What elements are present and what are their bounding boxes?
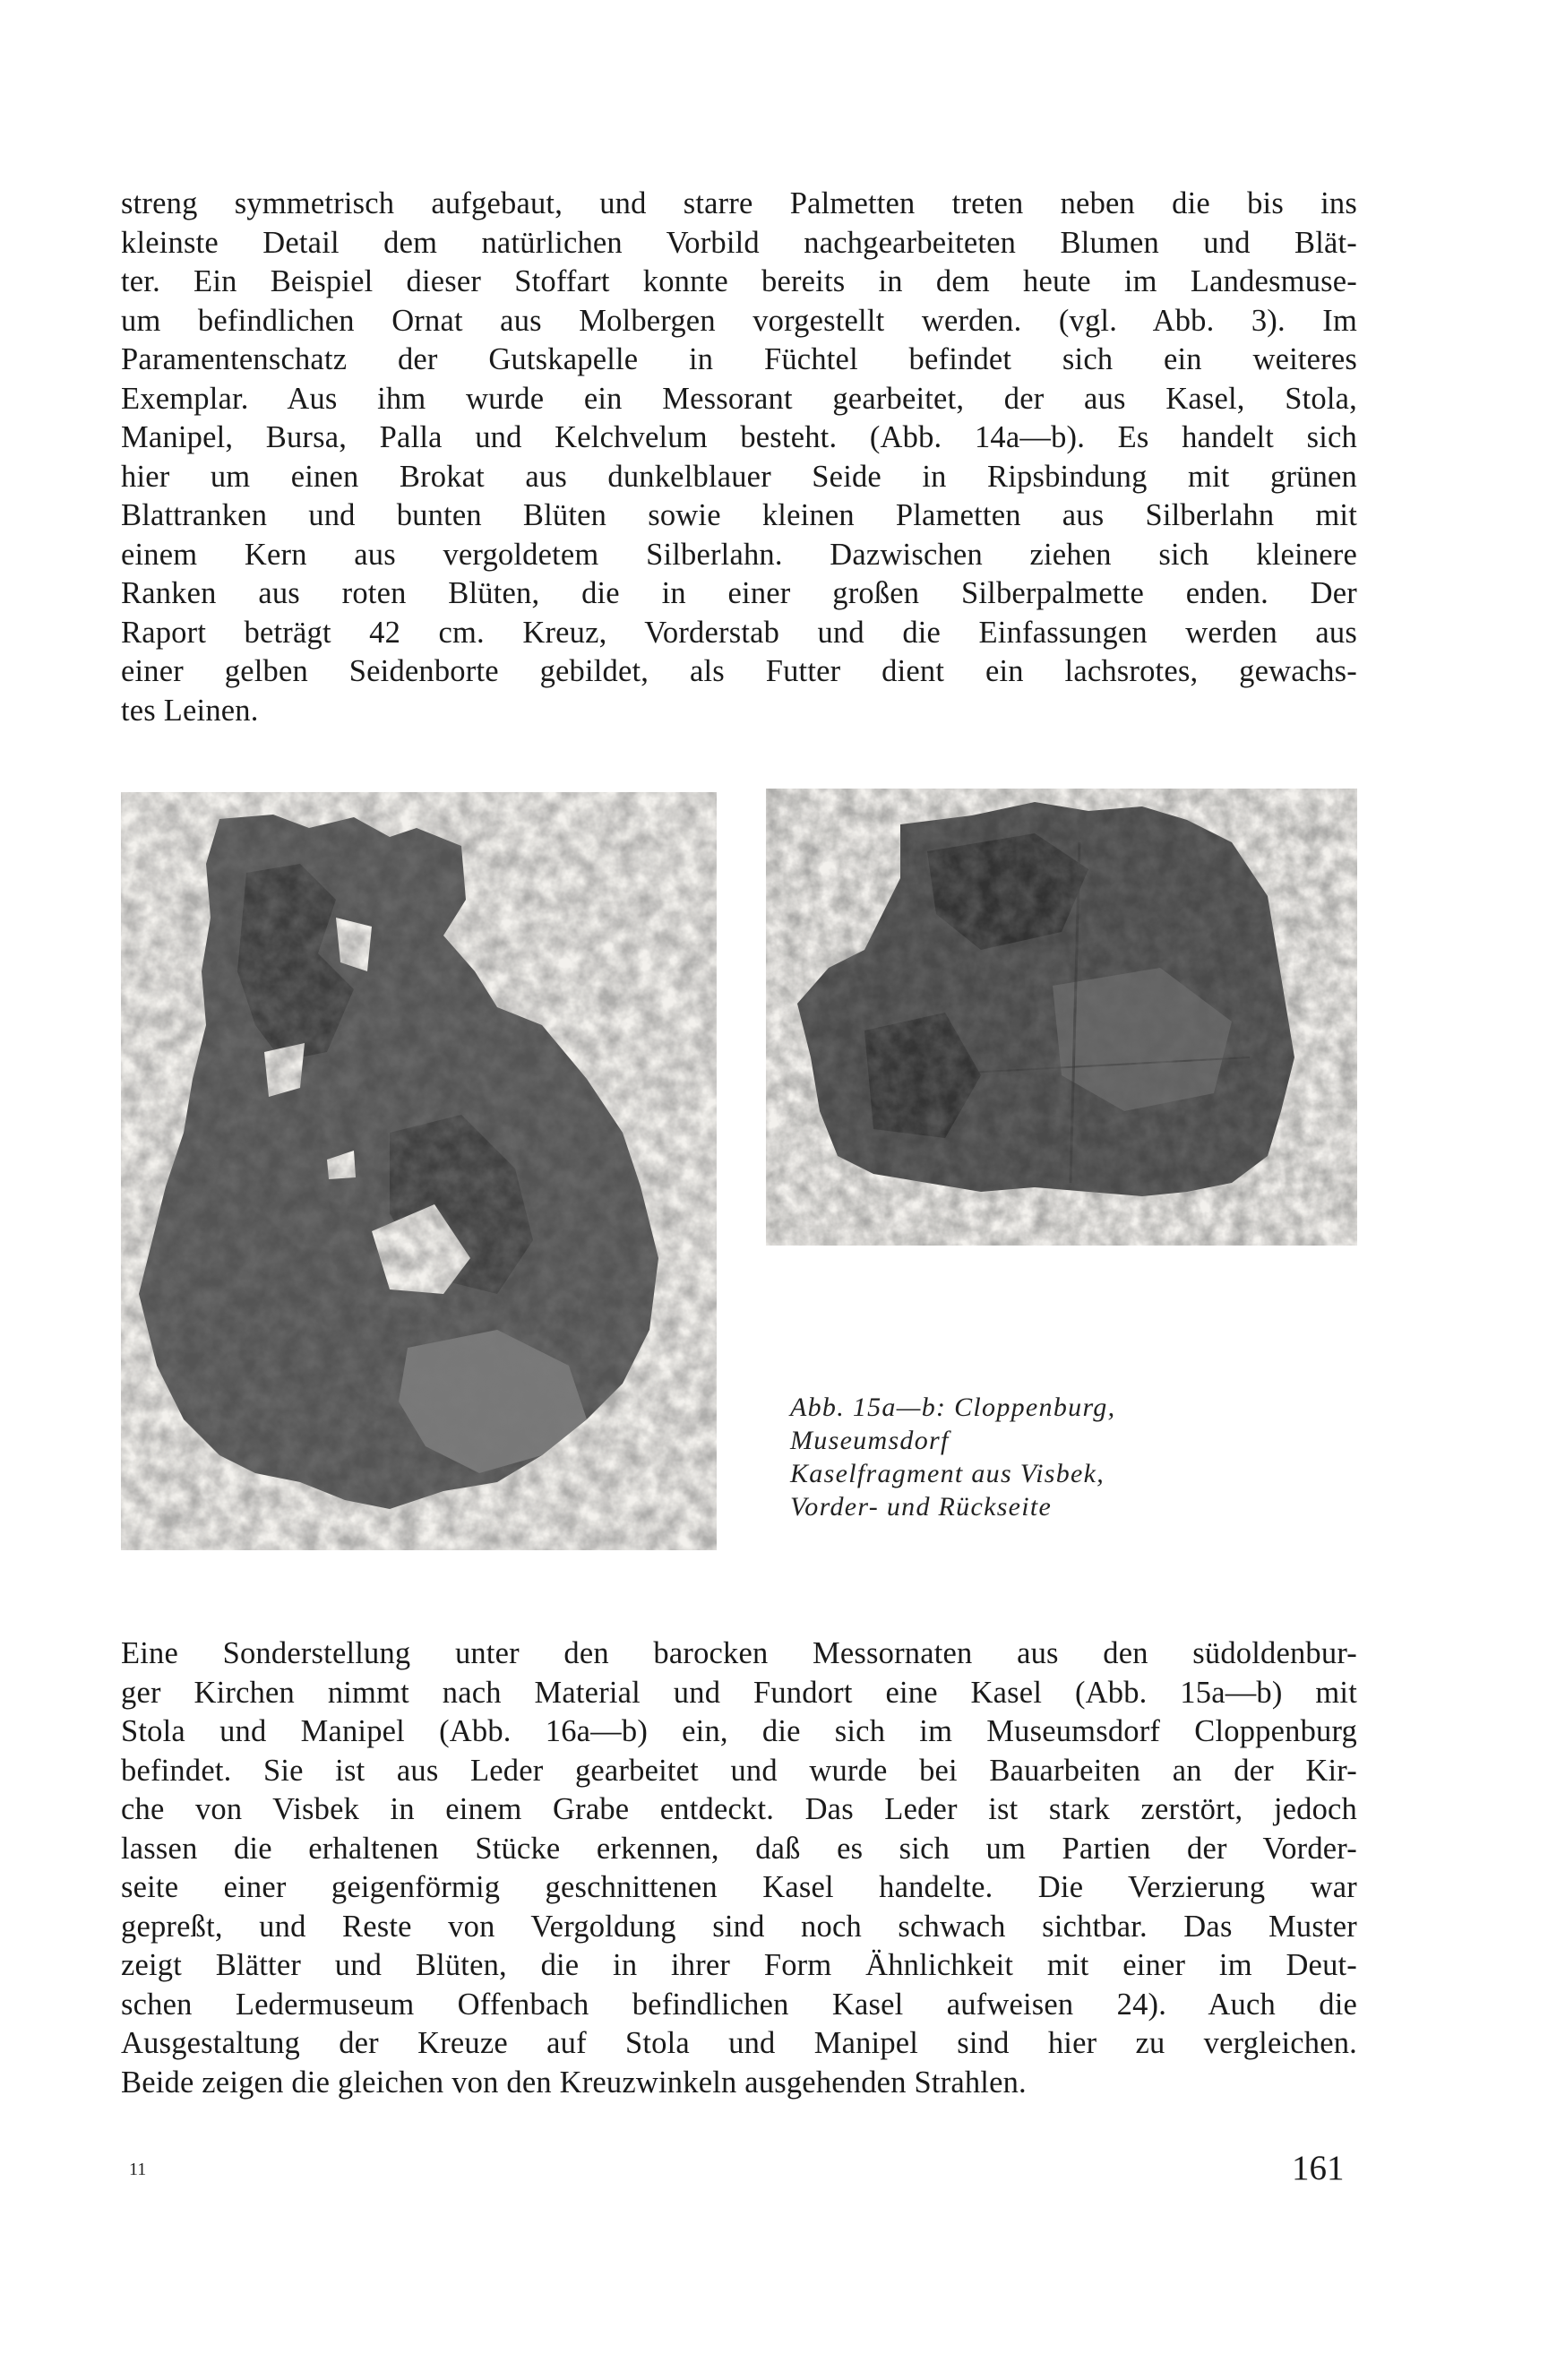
- text-line: Ranken aus roten Blüten, die in einer großen Silberpalmette enden. Der: [121, 576, 1357, 610]
- body-paragraph-1: [121, 185, 1357, 730]
- text-line: ger Kirchen nimmt nach Material und Fundort eine Kasel (Abb. 15a—b) mit: [121, 1675, 1357, 1710]
- text-line: kleinste Detail dem natürlichen Vorbild nachgearbeiteten Blumen und Blät-: [121, 225, 1357, 260]
- caption-line: Museumsdorf: [790, 1426, 950, 1455]
- text-line: ter. Ein Beispiel dieser Stoffart konnte bereits in dem heute im Landesmuse-: [121, 264, 1357, 298]
- text-line: zeigt Blätter und Blüten, die in ihrer Form Ähnlichkeit mit einer im Deut-: [121, 1948, 1357, 1982]
- leather-fragment-b-image: [766, 789, 1357, 1246]
- text-line: Raport beträgt 42 cm. Kreuz, Vorderstab und die Einfassungen werden aus: [121, 615, 1357, 650]
- body-paragraph-2: [121, 1634, 1357, 2102]
- text-line: schen Ledermuseum Offenbach befindlichen Kasel aufweisen 24). Auch die: [121, 1987, 1357, 2022]
- text-line: befindet. Sie ist aus Leder gearbeitet und wurde bei Bauarbeiten an der Kir-: [121, 1753, 1357, 1788]
- text-line: gepreßt, und Reste von Vergoldung sind noch schwach sichtbar. Das Muster: [121, 1909, 1357, 1944]
- caption-line: Abb. 15a—b: Cloppenburg,: [790, 1393, 1116, 1422]
- text-line: Beide zeigen die gleichen von den Kreuzwinkeln ausgehenden Strahlen.: [121, 2065, 1027, 2100]
- text-line: seite einer geigenförmig geschnittenen Kasel handelte. Die Verzierung war: [121, 1870, 1357, 1904]
- text-line: einem Kern aus vergoldetem Silberlahn. Dazwischen ziehen sich kleinere: [121, 537, 1357, 572]
- text-line: Ausgestaltung der Kreuze auf Stola und Manipel sind hier zu vergleichen.: [121, 2026, 1357, 2060]
- text-line: hier um einen Brokat aus dunkelblauer Seide in Ripsbindung mit grünen: [121, 459, 1357, 494]
- text-line: Manipel, Bursa, Palla und Kelchvelum besteht. (Abb. 14a—b). Es handelt sich: [121, 420, 1357, 454]
- signature-mark: 11: [129, 2160, 147, 2179]
- text-line: Blattranken und bunten Blüten sowie kleinen Plametten aus Silberlahn mit: [121, 498, 1357, 532]
- text-line: che von Visbek in einem Grabe entdeckt. Das Leder ist stark zerstört, jedoch: [121, 1792, 1357, 1826]
- text-line: Stola und Manipel (Abb. 16a—b) ein, die sich im Museumsdorf Cloppenburg: [121, 1714, 1357, 1748]
- text-line: einer gelben Seidenborte gebildet, als Futter dient ein lachsrotes, gewachs-: [121, 654, 1357, 688]
- photo-kasel-fragment-front: [121, 792, 717, 1550]
- leather-fragment-a-image: [121, 792, 717, 1550]
- text-line: lassen die erhaltenen Stücke erkennen, daß es sich um Partien der Vorder-: [121, 1831, 1357, 1866]
- photo-kasel-fragment-back: [766, 789, 1357, 1246]
- caption-line: Kaselfragment aus Visbek,: [790, 1459, 1105, 1488]
- page-number: 161: [1292, 2149, 1345, 2187]
- text-line: streng symmetrisch aufgebaut, und starre Palmetten treten neben die bis ins: [121, 186, 1357, 220]
- text-line: Paramentenschatz der Gutskapelle in Füchtel befindet sich ein weiteres: [121, 342, 1357, 376]
- text-line: tes Leinen.: [121, 693, 259, 728]
- text-line: um befindlichen Ornat aus Molbergen vorgestellt werden. (vgl. Abb. 3). Im: [121, 303, 1357, 338]
- figure-caption: [790, 1391, 1292, 1523]
- caption-line: Vorder- und Rückseite: [790, 1492, 1053, 1522]
- text-line: Exemplar. Aus ihm wurde ein Messorant gearbeitet, der aus Kasel, Stola,: [121, 381, 1357, 416]
- text-line: Eine Sonderstellung unter den barocken Messornaten aus den südoldenbur-: [121, 1636, 1357, 1670]
